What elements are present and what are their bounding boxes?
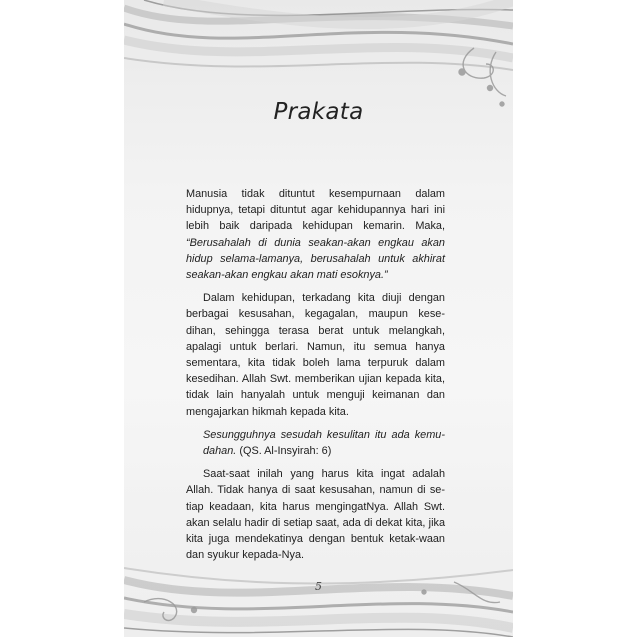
swirl-ornament-top <box>124 0 513 110</box>
swirl-ornament-bottom <box>124 562 513 637</box>
paragraph-3: Saat-saat inilah yang harus kita ingat adalah Allah. Tidak hanya di saat kesusahan, namun di se-tiap keadaan, kita harus mengingatNya. Allah Swt. akan selalu hadir di setiap saat, ada di dekat kita, jika kita juga mendekatinya dengan bentuk ketak-waan dan syukur kepada-Nya. <box>186 468 445 562</box>
verse-reference: (QS. Al-Insyirah: 6) <box>239 445 332 458</box>
verse-quote <box>186 427 445 459</box>
paragraph-1-text: Manusia tidak dituntut kesempurnaan dalam hidupnya, tetapi dituntut agar kehidupannya hari ini lebih baik daripada kehidupan kemarin. Maka, <box>186 188 445 233</box>
book-page <box>124 0 513 637</box>
paragraph-1-quote: “Berusahalah di dunia seakan-akan engkau akan hidup selama-lamanya, berusahalah untuk akhirat seakan-akan engkau akan mati esoknya.” <box>186 236 445 282</box>
paragraph-1 <box>186 186 445 283</box>
page-title: Prakata <box>273 99 364 125</box>
verse-text: Sesungguhnya sesudah kesulitan itu ada kemu-dahan. <box>203 428 445 458</box>
page-number: 5 <box>315 580 322 593</box>
body-text <box>186 186 445 570</box>
paragraph-2: Dalam kehidupan, terkadang kita diuji dengan berbagai kesusahan, kegagalan, maupun kese-dihan, sehingga terasa berat untuk melangkah, apalagi untuk berlari. Namun, itu semua hanya sementara, kita tidak boleh lama terpuruk dalam kesedihan. Allah Swt. memberikan ujian kepada kita, tidak lain hanyalah untuk menguji keimanan dan mengajarkan hikmah kepada kita. <box>186 292 445 418</box>
